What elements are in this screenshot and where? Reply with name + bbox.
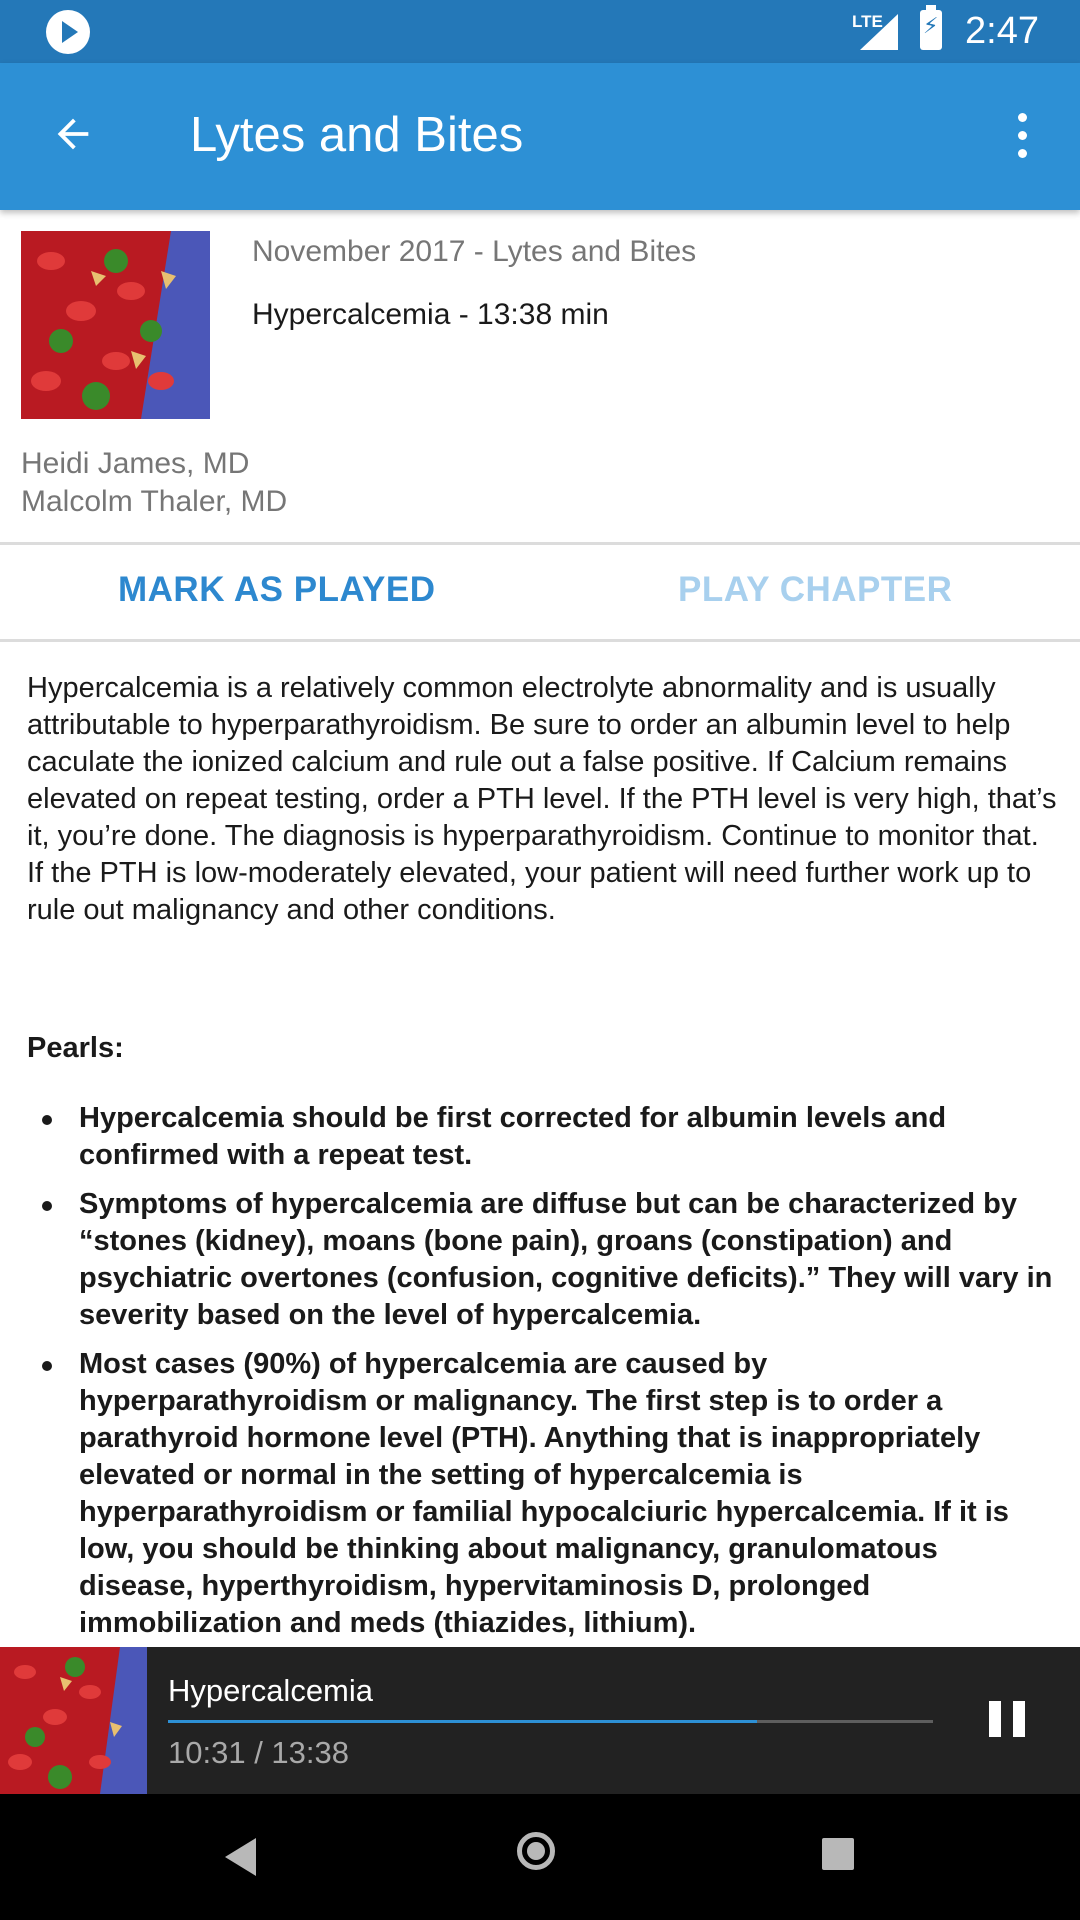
player-time: 10:31 / 13:38 (168, 1735, 349, 1770)
mini-player[interactable] (0, 1647, 1080, 1794)
play-app-icon (46, 10, 90, 54)
page-title: Lytes and Bites (190, 108, 524, 162)
episode-title: Hypercalcemia - 13:38 min (252, 298, 609, 331)
list-item: Symptoms of hypercalcemia are diffuse but can be characterized by “stones (kidney), moans (bone pain), groans (constipation) and psychiatric overtones (confusion, cognitive deficits).” They will vary in severity based on the level of hypercalcemia. (0, 1186, 1080, 1334)
pearls-heading: Pearls: (27, 1032, 124, 1064)
player-title: Hypercalcemia (168, 1673, 374, 1708)
more-vert-icon[interactable] (1008, 113, 1038, 159)
progress-fill (168, 1720, 757, 1723)
divider (0, 542, 1080, 545)
list-item: Most cases (90%) of hypercalcemia are caused by hyperparathyroidism or malignancy. The first step is to order a parathyroid hormone level (PTH). Anything that is inappropriately elevated or normal in the setting of hypercalcemia is hyperparathyroidism or familial hypocalciuric hypercalcemia. If it is low, you should be thinking about malignancy, granulomatous disease, hyperthyroidism, hypervitaminosis D, prolonged immobilization and meds (thiazides, lithium). (0, 1346, 1080, 1642)
divider (0, 639, 1080, 642)
author-name: Malcolm Thaler, MD (21, 485, 288, 518)
pause-button[interactable] (985, 1697, 1029, 1741)
artwork-illustration (0, 1647, 147, 1794)
author-name: Heidi James, MD (21, 447, 250, 480)
signal-icon (860, 14, 898, 50)
status-time: 2:47 (965, 10, 1039, 52)
battery-charging-icon (920, 10, 942, 50)
artwork-illustration (21, 231, 210, 419)
mark-as-played-button[interactable]: MARK AS PLAYED (118, 570, 436, 609)
status-bar (0, 0, 1080, 63)
pearls-list (0, 1100, 1080, 1654)
nav-recents-icon[interactable] (822, 1838, 854, 1870)
back-arrow-icon[interactable] (50, 111, 96, 157)
episode-meta: November 2017 - Lytes and Bites (252, 235, 697, 268)
episode-artwork (21, 231, 210, 419)
player-artwork[interactable] (0, 1647, 147, 1794)
progress-bar[interactable] (168, 1720, 933, 1723)
app-bar (0, 63, 1080, 210)
episode-description: Hypercalcemia is a relatively common electrolyte abnormality and is usually attributable to hyperparathyroidism. Be sure to order an albumin level to help caculate the ionized calcium and rule out a false positive. If Calcium remains elevated on repeat testing, order a PTH level. If the PTH level is very high, that’s it, you’re done. The diagnosis is hyperparathyroidism. Continue to monitor that. If the PTH is low-moderately elevated, your patient will need further work up to rule out malignancy and other conditions. (27, 672, 1057, 926)
network-type-label: LTE (852, 12, 883, 31)
nav-home-icon[interactable] (517, 1832, 555, 1870)
play-chapter-button[interactable]: PLAY CHAPTER (678, 570, 953, 609)
list-item: Hypercalcemia should be first corrected for albumin levels and confirmed with a repeat test. (0, 1100, 1080, 1174)
system-nav-bar (0, 1794, 1080, 1920)
nav-back-icon[interactable] (225, 1838, 256, 1876)
